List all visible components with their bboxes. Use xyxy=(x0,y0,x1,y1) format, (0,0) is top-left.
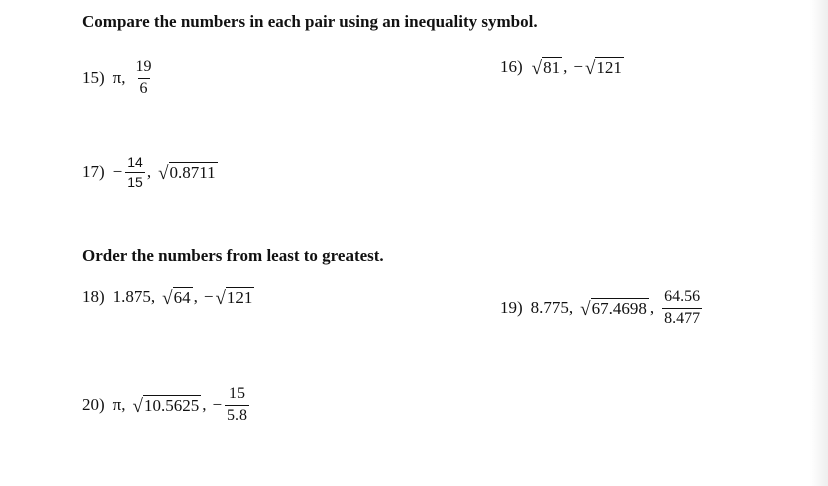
square-root xyxy=(532,57,562,78)
radicand: 0.8711 xyxy=(169,162,216,182)
pi-term: π, xyxy=(112,395,126,414)
radical-icon: √ xyxy=(531,58,543,80)
negative-sign: − xyxy=(203,287,214,306)
square-root xyxy=(585,57,624,78)
problem-number: 15) xyxy=(82,68,105,87)
negative-sign: − xyxy=(212,395,223,414)
numerator: 14 xyxy=(127,153,143,170)
numerator: 64.56 xyxy=(664,287,701,305)
radical-icon: √ xyxy=(158,163,169,185)
radical-icon: √ xyxy=(215,288,226,310)
comma: , xyxy=(563,57,568,76)
fraction xyxy=(225,386,249,425)
denominator: 15 xyxy=(127,173,143,190)
square-root xyxy=(158,162,218,183)
problem-18 xyxy=(82,272,255,322)
denominator: 5.8 xyxy=(227,406,248,424)
section-order-heading: Order the numbers from least to greatest. xyxy=(82,246,384,265)
problem-17 xyxy=(82,147,219,197)
square-root xyxy=(133,395,202,416)
problem-number: 18) xyxy=(82,287,105,306)
fraction xyxy=(125,155,145,189)
decimal-term: 8.775, xyxy=(530,298,574,317)
denominator: 6 xyxy=(139,79,148,97)
comma: , xyxy=(202,395,207,414)
square-root xyxy=(580,298,649,319)
square-root xyxy=(162,287,192,308)
fraction xyxy=(662,289,702,328)
radicand: 64 xyxy=(173,287,191,307)
radical-icon: √ xyxy=(132,396,143,418)
radical-icon: √ xyxy=(584,58,596,80)
problem-number: 17) xyxy=(82,162,105,181)
decimal-term: 1.875, xyxy=(112,287,156,306)
problem-15 xyxy=(82,53,156,103)
comma: , xyxy=(193,287,198,306)
radicand: 81 xyxy=(543,57,561,77)
numerator: 19 xyxy=(135,57,152,75)
problem-19 xyxy=(500,283,704,333)
radicand: 121 xyxy=(226,287,253,307)
fraction xyxy=(134,59,154,98)
numerator: 15 xyxy=(229,384,246,402)
pi-term: π, xyxy=(112,68,126,87)
radical-icon: √ xyxy=(162,288,173,310)
negative-sign: − xyxy=(112,162,123,181)
negative-sign: − xyxy=(573,57,583,76)
problem-number: 19) xyxy=(500,298,523,317)
problem-number: 16) xyxy=(500,57,523,76)
comma: , xyxy=(649,298,655,317)
problem-16 xyxy=(500,42,625,92)
radicand: 121 xyxy=(596,57,622,77)
comma: , xyxy=(146,162,152,181)
radical-icon: √ xyxy=(580,299,591,321)
radicand: 67.4698 xyxy=(591,298,647,318)
square-root xyxy=(215,287,254,308)
radicand: 10.5625 xyxy=(143,395,200,415)
page-edge-shadow xyxy=(810,0,828,486)
denominator: 8.477 xyxy=(664,309,701,327)
problem-number: 20) xyxy=(82,395,105,414)
section-compare-heading: Compare the numbers in each pair using an inequality symbol. xyxy=(82,12,538,31)
problem-20 xyxy=(82,380,251,430)
